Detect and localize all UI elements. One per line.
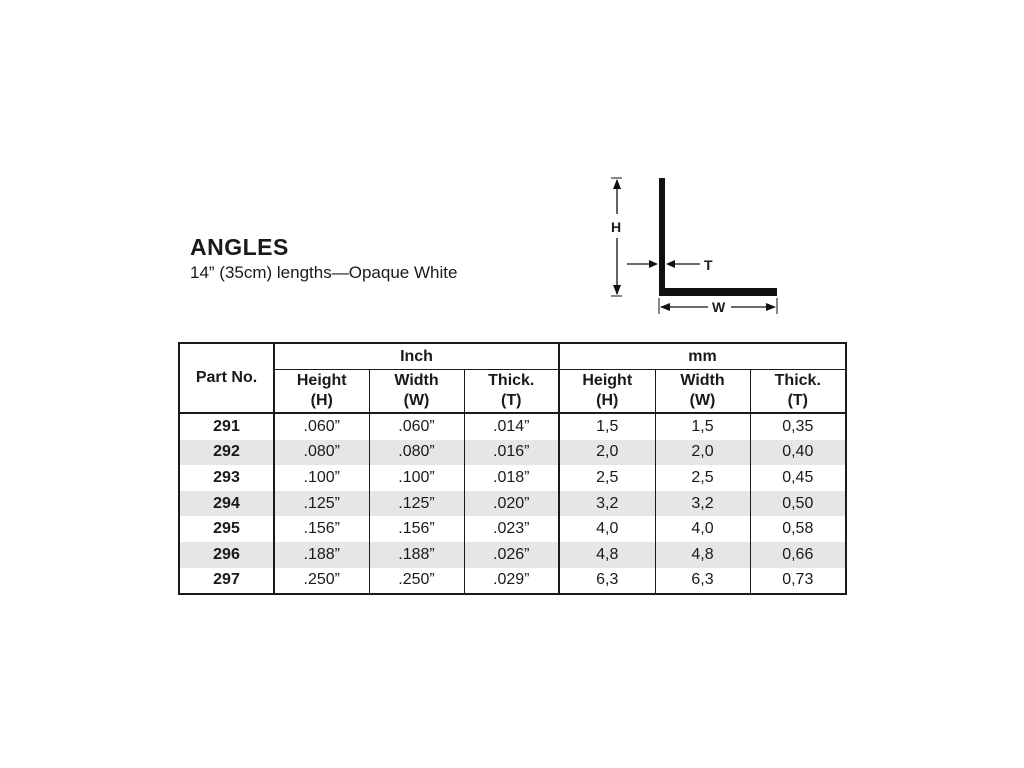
inch-group-header: Inch (274, 343, 559, 370)
angle-horizontal-leg (659, 288, 777, 296)
mm-width-cell: 4,0 (655, 516, 750, 542)
part-number-cell: 296 (179, 542, 274, 568)
mm-width-cell: 2,5 (655, 465, 750, 491)
inch-width-cell: .156” (369, 516, 464, 542)
mm-group-header: mm (559, 343, 846, 370)
inch-width-cell: .100” (369, 465, 464, 491)
part-number-cell: 295 (213, 520, 240, 538)
mm-width-cell: 3,2 (655, 491, 750, 517)
mm-thickness-cell: 0,45 (750, 465, 846, 491)
part-no-header: Part No. (179, 343, 274, 413)
inch-height-header: Height (H) (274, 370, 369, 414)
mm-width-header: Width (W) (655, 370, 750, 414)
inch-height-cell: .060” (274, 413, 369, 440)
mm-thickness-cell: 0,40 (750, 440, 846, 466)
inch-height-cell: .100” (274, 465, 369, 491)
inch-height-cell: .250” (274, 568, 369, 595)
page-subtitle: 14” (35cm) lengths—Opaque White (190, 263, 458, 282)
part-number-cell: 297 (213, 571, 240, 589)
part-number-cell: 292 (179, 440, 274, 466)
table-row (179, 465, 846, 491)
part-number-cell: 294 (179, 491, 274, 517)
inch-thickness-cell: .023” (464, 516, 559, 542)
mm-height-cell: 2,0 (559, 440, 655, 466)
mm-height-cell: 6,3 (559, 568, 655, 595)
thickness-label: T (704, 257, 713, 273)
inch-thickness-header: Thick. (T) (464, 370, 559, 414)
table-group-header-row (179, 343, 846, 370)
part-number-cell: 293 (213, 468, 240, 486)
width-arrow-right (766, 303, 776, 311)
part-number-cell: 291 (213, 417, 240, 435)
inch-width-cell: .060” (369, 413, 464, 440)
inch-width-cell: .125” (369, 491, 464, 517)
inch-width-cell: .250” (369, 568, 464, 595)
inch-thickness-cell: .014” (464, 413, 559, 440)
mm-thickness-cell: 0,35 (750, 413, 846, 440)
mm-thickness-cell: 0,66 (750, 542, 846, 568)
inch-height-cell: .156” (274, 516, 369, 542)
table-row (179, 440, 846, 466)
mm-height-cell: 1,5 (559, 413, 655, 440)
page-title: ANGLES (190, 234, 289, 260)
height-label: H (611, 219, 622, 235)
mm-height-cell: 4,8 (559, 542, 655, 568)
angle-profile-diagram (600, 170, 790, 320)
angle-vertical-leg (659, 178, 665, 296)
table-row (179, 568, 846, 595)
mm-height-cell: 3,2 (559, 491, 655, 517)
height-arrow-up (613, 179, 621, 189)
mm-thickness-header: Thick. (T) (750, 370, 846, 414)
mm-thickness-cell: 0,50 (750, 491, 846, 517)
width-label: W (712, 299, 726, 315)
mm-width-cell: 2,0 (655, 440, 750, 466)
table-row (179, 516, 846, 542)
mm-height-header: Height (H) (559, 370, 655, 414)
mm-thickness-cell: 0,73 (750, 568, 846, 595)
angles-specs-table (178, 342, 847, 595)
inch-height-cell: .080” (274, 440, 369, 466)
inch-height-cell: .188” (274, 542, 369, 568)
mm-thickness-cell: 0,58 (750, 516, 846, 542)
table-row (179, 413, 846, 440)
width-arrow-left (660, 303, 670, 311)
thickness-arrow-right-head (666, 260, 675, 268)
table-row (179, 491, 846, 517)
inch-thickness-cell: .020” (464, 491, 559, 517)
inch-width-cell: .188” (369, 542, 464, 568)
inch-height-cell: .125” (274, 491, 369, 517)
height-arrow-down (613, 285, 621, 295)
inch-thickness-cell: .029” (464, 568, 559, 595)
thickness-arrow-left-head (649, 260, 658, 268)
inch-thickness-cell: .018” (464, 465, 559, 491)
mm-height-cell: 2,5 (559, 465, 655, 491)
table-row (179, 542, 846, 568)
inch-width-header: Width (W) (369, 370, 464, 414)
mm-width-cell: 6,3 (655, 568, 750, 595)
mm-height-cell: 4,0 (559, 516, 655, 542)
inch-width-cell: .080” (369, 440, 464, 466)
inch-thickness-cell: .026” (464, 542, 559, 568)
inch-thickness-cell: .016” (464, 440, 559, 466)
table-sub-header-row (179, 370, 846, 414)
mm-width-cell: 1,5 (655, 413, 750, 440)
mm-width-cell: 4,8 (655, 542, 750, 568)
